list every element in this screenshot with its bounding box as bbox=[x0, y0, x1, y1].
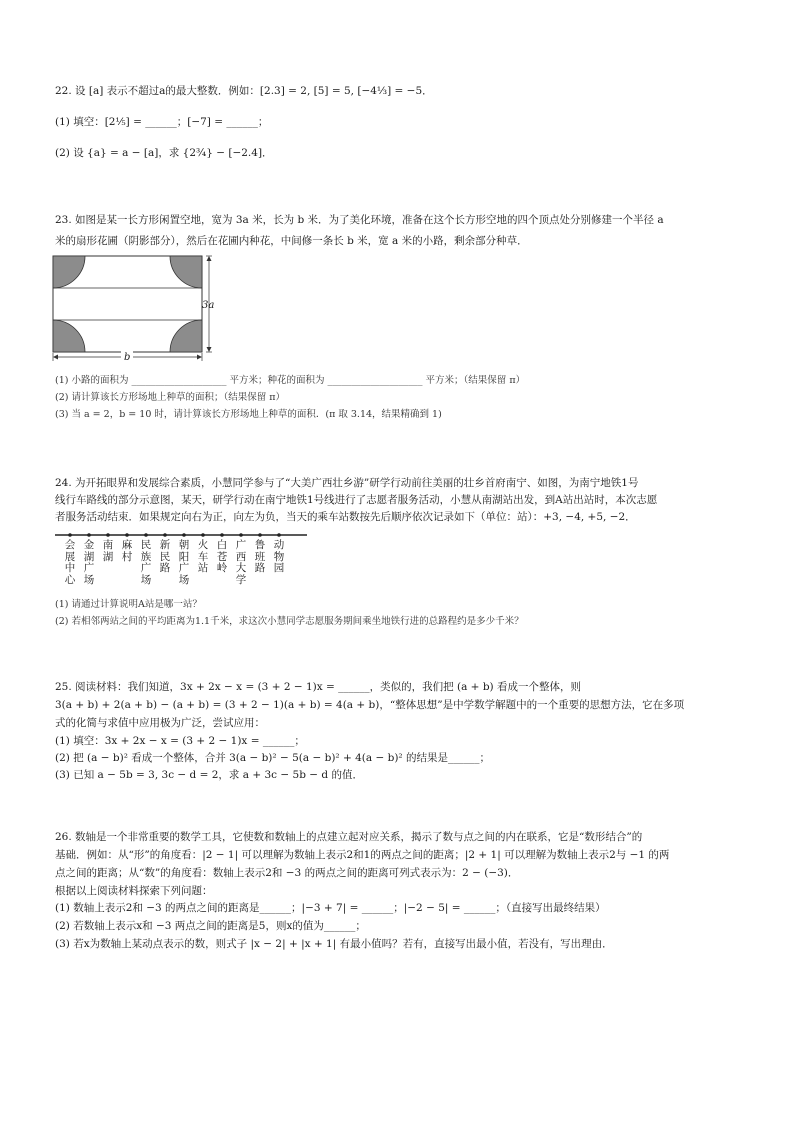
metro-station-1 bbox=[81, 540, 97, 586]
metro-station-5 bbox=[157, 540, 173, 586]
q23-part2: (2) 请计算该长方形场地上种草的面积；（结果保留 π） bbox=[55, 392, 285, 403]
station-dot bbox=[182, 533, 186, 537]
station-dot bbox=[87, 533, 91, 537]
q26-intro-line3: 点之间的距离；从“数”的角度看：数轴上表示2和 −3 的两点之间的距离可列式表示为：2 − (−3)． bbox=[55, 867, 519, 879]
q25-part3: (3) 已知 a − 5b = 3, 3c − d = 2，求 a + 3c − 5b − d 的值． bbox=[55, 769, 363, 781]
station-char: 广 bbox=[140, 562, 152, 574]
station-dot bbox=[144, 533, 148, 537]
q22-intro: 22. 设 [a] 表示不超过a的最大整数．例如：[2.3] = 2, [5] = 5, [−4⅓] = −5． bbox=[55, 85, 433, 97]
metro-station-9 bbox=[233, 540, 249, 586]
metro-station-6 bbox=[176, 540, 192, 586]
length-label: b bbox=[124, 352, 131, 363]
station-char: 西 bbox=[235, 550, 247, 563]
q22-part2: (2) 设 {a} = a − [a]，求 {2¾} − [−2.4]． bbox=[55, 147, 273, 159]
q23-part3: (3) 当 a = 2，b = 10 时，请计算该长方形场地上种草的面积．(π 取 3.14，结果精确到 1) bbox=[55, 409, 442, 420]
station-char: 族 bbox=[140, 550, 152, 563]
metro-station-list bbox=[62, 540, 287, 586]
station-char: 场 bbox=[178, 573, 190, 586]
station-char: 心 bbox=[64, 573, 76, 586]
station-char: 湖 bbox=[83, 550, 95, 563]
station-char: 场 bbox=[83, 573, 95, 586]
station-char: 车 bbox=[197, 550, 209, 563]
station-dot bbox=[220, 533, 224, 537]
station-dot bbox=[163, 533, 167, 537]
station-char: 物 bbox=[273, 550, 285, 563]
q24-part2: (2) 若相邻两站之间的平均距离为1.1千米，求这次小慧同学志愿服务期间乘坐地铁行进的总路程约是多少千米？ bbox=[55, 616, 524, 627]
q24-intro-line3: 者服务活动结束．如果规定向右为正，向左为负，当天的乘车站数按先后顺序依次记录如下（单位：站）：+3, −4, +5, −2． bbox=[55, 511, 636, 523]
station-char: 村 bbox=[121, 550, 133, 563]
q24-intro-line2: 线行车路线的部分示意图，某天，研学行动在南宁地铁1号线进行了志愿者服务活动，小慧从南湖站出发，到A站出站时，本次志愿 bbox=[55, 494, 658, 506]
station-char: 南 bbox=[102, 539, 114, 551]
metro-station-4 bbox=[138, 540, 154, 586]
station-char: 展 bbox=[64, 550, 76, 563]
q26-intro-line2: 基础．例如：从“形”的角度看：|2 − 1| 可以理解为数轴上表示2和1的两点之间的距离；|2 + 1| 可以理解为数轴上表示2与 −1 的两 bbox=[55, 849, 670, 861]
q26-intro-line4: 根据以上阅读材料探索下列问题： bbox=[55, 885, 213, 897]
station-char: 中 bbox=[64, 562, 76, 574]
q25-intro-line3: 式的化简与求值中应用极为广泛，尝试应用： bbox=[55, 717, 265, 729]
metro-station-7 bbox=[195, 540, 211, 586]
q26-part2: (2) 若数轴上表示x和 −3 两点之间的距离是5，则x的值为______； bbox=[55, 920, 366, 932]
q26-part1: (1) 数轴上表示2和 −3 的两点之间的距离是______；|−3 + 7| = ______；|−2 − 5| = ______；（直接写出最终结果） bbox=[55, 902, 606, 914]
station-char: 园 bbox=[273, 562, 285, 574]
station-char: 湖 bbox=[102, 550, 114, 563]
q24-part1: (1) 请通过计算说明A站是哪一站？ bbox=[55, 599, 202, 610]
metro-station-3 bbox=[119, 540, 135, 586]
station-dot bbox=[277, 533, 281, 537]
metro-station-8 bbox=[214, 540, 230, 586]
metro-station-2 bbox=[100, 540, 116, 586]
station-dot bbox=[201, 533, 205, 537]
station-char: 民 bbox=[159, 550, 171, 563]
metro-station-10 bbox=[252, 540, 268, 586]
station-char: 金 bbox=[83, 539, 95, 551]
q22-part1: (1) 填空：[2⅕] = ______；[−7] = ______； bbox=[55, 116, 269, 128]
station-char: 班 bbox=[254, 550, 266, 563]
q23-part1: (1) 小路的面积为 ____________________ 平方米；种花的面积为 ____________________ 平方米；（结果保留 π） bbox=[55, 375, 526, 386]
q25-intro-line1: 25. 阅读材料：我们知道，3x + 2x − x = (3 + 2 − 1)x = ______，类似的，我们把 (a + b) 看成一个整体，则 bbox=[55, 681, 581, 693]
station-char: 岭 bbox=[216, 562, 228, 574]
width-label: 3a bbox=[202, 300, 215, 311]
metro-station-0 bbox=[62, 540, 78, 586]
q23-intro-line1: 23. 如图是某一长方形闲置空地，宽为 3a 米，长为 b 米．为了美化环境，准备在这个长方形空地的四个顶点处分别修建一个半径 a bbox=[55, 214, 664, 226]
flower-bed-bottom-right bbox=[170, 320, 202, 352]
station-dot bbox=[239, 533, 243, 537]
flower-bed-top-right bbox=[170, 256, 202, 288]
q24-intro-line1: 24. 为开拓眼界和发展综合素质，小慧同学参与了“大美广西壮乡游”研学行动前往美丽的壮乡首府南宁、如图，为南宁地铁1号 bbox=[55, 477, 639, 489]
station-char: 路 bbox=[254, 562, 266, 574]
station-char: 民 bbox=[140, 539, 152, 551]
q26-intro-line1: 26. 数轴是一个非常重要的数学工具，它使数和数轴上的点建立起对应关系，揭示了数与点之间的内在联系，它是“数形结合”的 bbox=[55, 831, 643, 843]
station-char: 新 bbox=[159, 539, 171, 551]
station-char: 广 bbox=[235, 539, 247, 551]
q26-part3: (3) 若x为数轴上某动点表示的数，则式子 |x − 2| + |x + 1| 有最小值吗？若有，直接写出最小值，若没有，写出理由． bbox=[55, 938, 613, 950]
flower-bed-top-left bbox=[53, 256, 85, 288]
station-char: 大 bbox=[235, 562, 247, 574]
station-dot bbox=[68, 533, 72, 537]
station-dot bbox=[258, 533, 262, 537]
station-char: 火 bbox=[197, 539, 209, 551]
q23-rectangle-figure bbox=[50, 252, 220, 364]
station-char: 路 bbox=[159, 562, 171, 574]
station-char: 广 bbox=[178, 562, 190, 574]
station-char: 学 bbox=[235, 573, 247, 586]
station-char: 朝 bbox=[178, 539, 190, 551]
q23-intro-line2: 米的扇形花圃（阴影部分），然后在花圃内种花，中间修一条长 b 米，宽 a 米的小路，剩余部分种草． bbox=[55, 235, 528, 247]
q25-part1: (1) 填空：3x + 2x − x = (3 + 2 − 1)x = ______； bbox=[55, 735, 305, 747]
station-char: 鲁 bbox=[254, 539, 266, 551]
station-char: 场 bbox=[140, 573, 152, 586]
station-dot bbox=[125, 533, 129, 537]
station-char: 广 bbox=[83, 562, 95, 574]
station-char: 白 bbox=[216, 539, 228, 551]
station-char: 动 bbox=[273, 539, 285, 551]
q25-intro-line2: 3(a + b) + 2(a + b) − (a + b) = (3 + 2 − 1)(a + b) = 4(a + b)，“整体思想”是中学数学解题中的一个重要的思想方法，它在多项 bbox=[55, 699, 685, 711]
station-char: 站 bbox=[197, 562, 209, 574]
q25-part2: (2) 把 (a − b)² 看成一个整体，合并 3(a − b)² − 5(a − b)² + 4(a − b)² 的结果是______； bbox=[55, 752, 490, 764]
station-char: 会 bbox=[64, 539, 76, 551]
station-char: 麻 bbox=[121, 539, 133, 551]
flower-bed-bottom-left bbox=[53, 320, 85, 352]
metro-station-11 bbox=[271, 540, 287, 586]
station-char: 阳 bbox=[178, 550, 190, 563]
station-dot bbox=[106, 533, 110, 537]
station-char: 苍 bbox=[216, 550, 228, 563]
